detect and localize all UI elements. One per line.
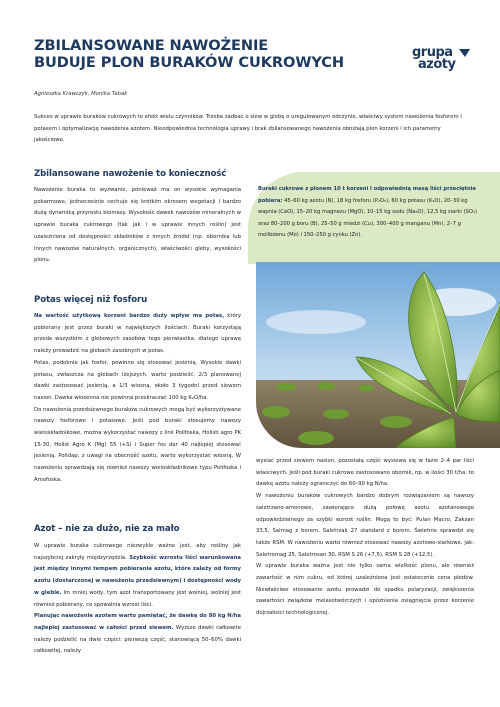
potassium-paragraph-1-text: który pobierany jest przez buraki w największych ilościach. Buraki korzystają przede wszystkim z glebowych zasobów tego pierwiastka, dlatego uprawę należy prowadzić na glebach zasobnych w potas. bbox=[34, 313, 241, 355]
nutrient-box-lead: Buraki cukrowe z plonem 10 t korzeni i odpowiednią masą liści przeciętnie pobiera: bbox=[258, 186, 477, 204]
nutrient-uptake-box bbox=[248, 172, 500, 264]
potassium-paragraph-2: Potas, podobnie jak fosfor, powinno się stosować jesienią. Wysokie dawki potasu, zwłaszcza na glebach lżejszych, warto podzielić: 2/3 planowanej dawki zastosować jesienią, a 1/3 wiosną, około 3 tygodni przed siewem nasion. Dawka wiosenna nie powinna przekraczać 100 kg K₂O/ha. bbox=[34, 359, 241, 401]
logo-mark-icon bbox=[412, 47, 474, 77]
section-heading-balanced: Zbilansowane nawożenie to konieczność bbox=[34, 169, 227, 179]
sugar-beet-photo bbox=[256, 262, 500, 448]
nitrogen-paragraph-2 bbox=[34, 611, 241, 658]
right-paragraph-3: W uprawie buraka ważna jest nie tylko sama wielkość plonu, ale również zawartość w nim cukru, od której uzależniona jest ostatecznie cena płodów. Niewłaściwe stosowanie azotu prowadzi do spadku polaryzacji, zwiększenia zawartości związków melasotwórczych i opóźnienia osiągnięcia przez korzenie dojrzałości technologicznej. bbox=[256, 563, 474, 617]
nitrogen-paragraph-1 bbox=[34, 541, 241, 611]
potassium-paragraph-3-b: Jeśli pod buraki stosujemy nawozy wieloskładnikowe, można wykorzystać nawozy z linii Polifoska, Holisti agro PK 15-30, Holist Agro K (Mg) 55 (+S) i Super fos dar 40 najlepiej stosować jesienią. Polidap, z uwagi na obecność azotu, warto wykorzystać wiosną. W nawożeniu sprawdzają się również nawozy wieloskładnikowe typu Polifoska i Amofoska. bbox=[34, 418, 241, 483]
authors: Agnieszka Krawczyk, Monika Tabak bbox=[34, 91, 128, 97]
right-column-body bbox=[256, 456, 474, 620]
logo-line-2: azoty bbox=[418, 57, 456, 72]
right-paragraph-1: wysiać przed siewem nasion, pozostałą część wysiewa się w fazie 2–4 par liści właściwych. Jeśli pod buraki cukrowe zastosowano obornik, np. w ilości 30 t/ha, to dawkę azotu należy ograniczyć do 60–90 kg N/ha. bbox=[256, 458, 474, 488]
nitrogen-paragraph-1-a: W uprawie buraka cukrowego niezwykle ważne jest, aby rośliny jak najszybciej zakryły międzyrzędzia. bbox=[34, 543, 241, 561]
potassium-paragraph-1 bbox=[34, 311, 241, 358]
article-title bbox=[34, 38, 344, 71]
potassium-paragraph-3-a: Do nawożenia przedsiewnego buraków cukrowych mogą być wykorzystywane nawozy fosforowe i potasowe. bbox=[34, 406, 241, 425]
section-heading-nitrogen: Azot – nie za dużo, nie za mało bbox=[34, 524, 180, 534]
title-line-2: BUDUJE PLON BURAKÓW CUKROWYCH bbox=[34, 53, 345, 71]
section-balanced-paragraph: Nawożenie buraka to wyzwanie, ponieważ ma on wysokie wymagania pokarmowe, jednocześnie cechuje się krótkim okresem wegetacji i bardzo dużą dynamiką przyrostu biomasy. Wysokość dawek nawozów mineralnych w uprawie buraka cukrowego (tak jak i w uprawie innych roślin) jest uzależniona od dostępności składników z innych źródeł (np. obornika lub innych nawozów naturalnych, organicznych), właściwości gleby, wysokości plonu. bbox=[34, 187, 241, 264]
grupa-azoty-logo-icon bbox=[412, 47, 474, 75]
potassium-highlight: Na wartość użytkową korzeni bardzo duży wpływ ma potas, bbox=[34, 313, 225, 319]
section-balanced-body bbox=[34, 185, 241, 267]
title-line-1: ZBILANSOWANE NAWOŻENIE bbox=[34, 37, 269, 54]
logo-line-1: grupa bbox=[412, 45, 453, 60]
nutrient-box-body: 45–60 kg azotu (N), 18 kg fosforu (P₂O₅), 60 kg potasu (K₂O), 20–30 kg wapnia (CaO), 15–20 kg magnezu (MgO), 10–15 kg sodu (Na₂O), 12,5 kg siarki (SO₃) oraz 80–200 g boru (B), 25–50 g miedzi (Cu), 300–400 g manganu (Mn), 2–7 g molibdenu (Mo) i 150–250 g cynku (Zn). bbox=[258, 197, 478, 238]
nitrogen-highlight-2: Planując nawożenie azotem warto pamiętać, że dawkę do 80 kg N/ha najlepiej zastosować w całości przed siewem. bbox=[34, 613, 241, 631]
nitrogen-paragraph-1-b: Im mniej wody, tym azot transportowany jest wolniej, wolniej jest również pobierany, co spowalnia wzrost liści. bbox=[34, 589, 241, 608]
section-potassium-body bbox=[34, 311, 241, 487]
nitrogen-highlight-1: Szybkość wzrostu liści warunkowana jest między innymi tempem pobierania azotu, które zależy od formy azotu (dostarczonej w nawożeniu przedsiewnym) i dostępności wody w glebie. bbox=[34, 554, 241, 596]
section-heading-potassium: Potas więcej niż fosforu bbox=[34, 295, 148, 305]
potassium-paragraph-3 bbox=[34, 405, 241, 487]
intro-paragraph: Sukces w uprawie buraków cukrowych to efekt wielu czynników. Trzeba zadbać o siew w glebę o uregulowanym odczynie, właściwy system nawożenia fosforem i potasem i optymalizację nawożenia azotem. Nieodpowiednia technologia uprawy i brak zbilansowanego nawożenia obniżają plon korzeni i ich parametry jakościowe. bbox=[34, 114, 462, 144]
nitrogen-paragraph-2-text: Wyższe dawki całkowite należy podzielić na dwie części: pierwszą część, stanowiącą 50–60% dawki całkowitej, należy bbox=[34, 624, 241, 655]
sugar-beet-field-image bbox=[256, 262, 500, 448]
section-nitrogen-body bbox=[34, 541, 241, 658]
right-paragraph-2: W nawożeniu buraków cukrowych bardzo dobrym rozwiązaniem są nawozy saletrzano-amonowe, zawierające dużą połowę azotu azotanowego odpowiedzialnego za szybki wzrost roślin. Mogą to być: Pulan Macro, Zaksan 33,5, Salmag z borem, Saletrzak 27 standard z borem. Świetnie sprawdzi się także RSM. W nawożeniu warto również stosować nawozy azotowo-siarkowe, jak: Saletromag 25, Saletrosan 30, RSM S 26 (+7,5), RSM S 28 (+12,5). bbox=[256, 493, 474, 558]
